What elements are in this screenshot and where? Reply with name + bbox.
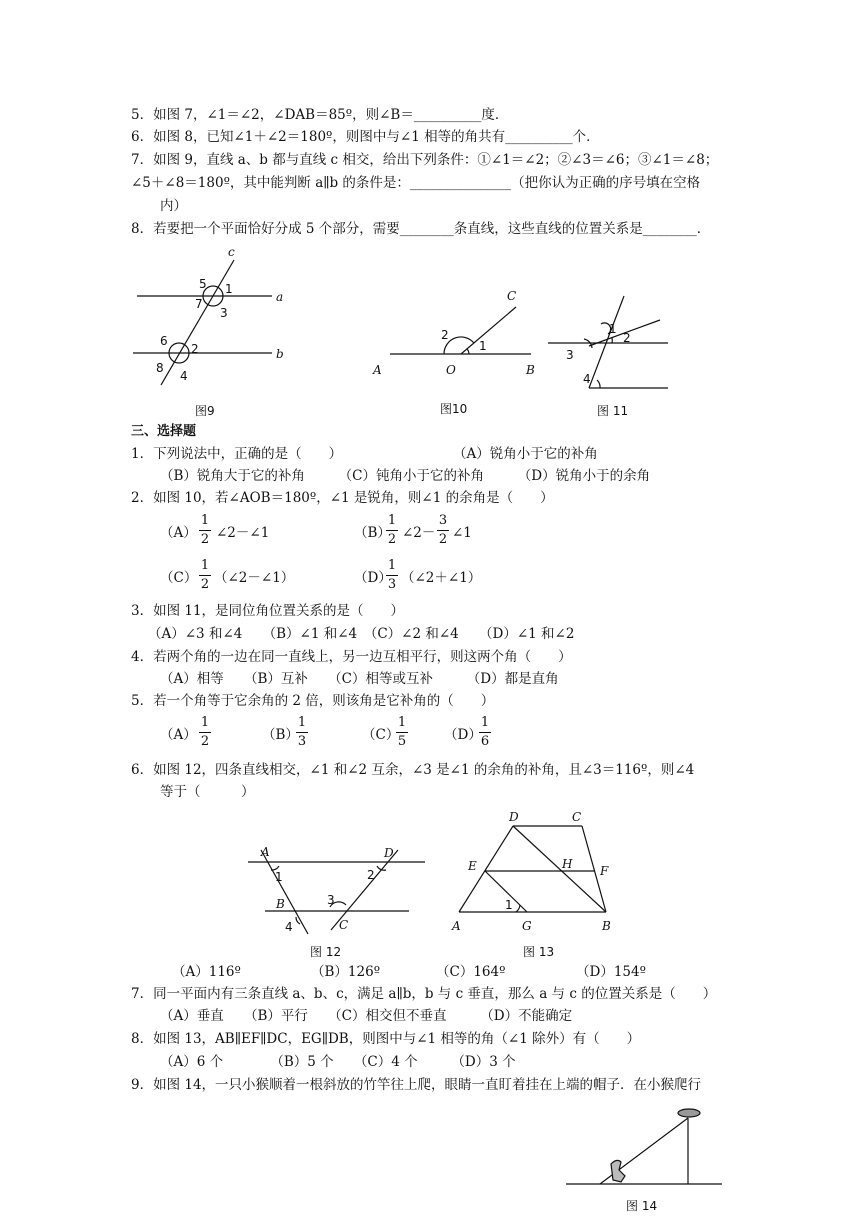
fig11-label-1: 1: [609, 322, 617, 336]
q2-c-tail: （∠2－∠1）: [214, 570, 295, 586]
fig12-label-1: 1: [275, 870, 283, 884]
q6-stem-line1: 6．如图 12，四条直线相交，∠1 和∠2 互余，∠3 是∠1 的余角的补角，且∠3＝116º，则∠4: [131, 762, 695, 778]
q2-b-mid: ∠2－: [402, 525, 436, 541]
fig9-caption: 图9: [195, 404, 215, 418]
figure-12: [248, 850, 425, 934]
fig9-label-c: c: [228, 245, 235, 259]
q9-stem: 9．如图 14，一只小猴顺着一根斜放的竹竿往上爬，眼睛一直盯着挂在上端的帽子．在小猴爬行: [131, 1077, 702, 1093]
q1-option-a: （A）锐角小于它的补角: [453, 446, 598, 462]
fig11-caption: 图 11: [597, 404, 629, 418]
fig9-label-8: 8: [156, 361, 164, 375]
fill-q8: 8．若要把一个平面恰好分成 5 个部分，需要________条直线，这些直线的位置关系是________．: [131, 221, 711, 237]
q5-d-label: （D）: [444, 727, 482, 743]
fig11-label-3: 3: [566, 348, 574, 362]
fig10-label-2: 2: [441, 328, 449, 342]
fill-q7-line1: 7．如图 9，直线 a、b 都与直线 c 相交，给出下列条件：①∠1＝∠2；②∠3＝∠6；③∠1＝∠8；: [131, 152, 719, 168]
q3-stem: 3．如图 11，是同位角位置关系的是（ ）: [131, 603, 405, 619]
fig11-label-2: 2: [623, 331, 631, 345]
fig9-label-3: 3: [220, 306, 228, 320]
fig9-label-a: a: [276, 290, 284, 304]
fig9-label-7: 7: [195, 297, 203, 311]
q2-c-label: （C）: [160, 570, 198, 586]
fig9-label-2: 2: [191, 342, 199, 356]
fig9-label-4: 4: [180, 369, 188, 383]
fig12-label-A: A: [261, 845, 270, 859]
q2-b-tail: ∠1: [452, 525, 472, 541]
fig12-label-3: 3: [327, 893, 335, 907]
q2-c-fraction: 1 2: [200, 558, 210, 592]
q5-a-fraction: 1 2: [200, 715, 210, 749]
q2-a-label: （A）: [160, 525, 197, 541]
q5-b-fraction: 1 3: [297, 715, 307, 749]
fill-q7-line2: ∠5＋∠8＝180º，其中能判断 a∥b 的条件是：_______________（把你认为正确的序号填在空格: [131, 175, 701, 191]
q5-c-label: （C）: [362, 727, 400, 743]
figure-11: [548, 296, 668, 388]
q6-option-b: （B）126º: [311, 964, 381, 980]
q5-stem: 5．若一个角等于它余角的 2 倍，则该角是它补角的（ ）: [131, 693, 495, 709]
q5-d-fraction: 1 6: [480, 715, 490, 749]
q2-d-label: （D）: [354, 570, 392, 586]
fig12-label-C: C: [339, 918, 349, 932]
fig13-label-D: D: [509, 810, 519, 824]
q8-options: （A）6 个 （B）5 个 （C）4 个 （D）3 个: [160, 1054, 516, 1070]
q2-d-tail: （∠2＋∠1）: [401, 570, 482, 586]
fig13-label-G: G: [522, 919, 532, 933]
fig10-label-C: C: [507, 289, 517, 303]
q2-stem: 2．如图 10，若∠AOB＝180º，∠1 是锐角，则∠1 的余角是（ ）: [131, 490, 554, 506]
fig9-label-6: 6: [160, 334, 168, 348]
fig13-label-F: F: [600, 864, 609, 878]
q2-b-fraction-2: 3 2: [438, 513, 448, 547]
q6-stem-line2: 等于（ ）: [160, 784, 255, 800]
fill-q7-line3: 内）: [160, 198, 187, 214]
q5-c-fraction: 1 5: [397, 715, 407, 749]
figure-10: [390, 307, 531, 354]
q5-a-label: （A）: [160, 727, 197, 743]
figure-13: [459, 826, 606, 912]
q5-b-label: （B）: [262, 727, 299, 743]
fig9-label-5: 5: [199, 277, 207, 291]
fig12-caption: 图 12: [310, 945, 342, 959]
fill-q6: 6．如图 8，已知∠1＋∠2＝180º，则图中与∠1 相等的角共有__________个．: [131, 129, 600, 145]
fig10-label-O: O: [446, 363, 456, 377]
fig13-label-A: A: [452, 919, 461, 933]
q4-stem: 4．若两个角的一边在同一直线上，另一边互相平行，则这两个角（ ）: [131, 649, 572, 665]
q2-d-fraction: 1 3: [387, 558, 397, 592]
q1-options-bcd: （B）锐角大于它的补角 （C）钝角小于它的补角 （D）锐角小于的余角: [160, 468, 651, 484]
q7-stem: 7．同一平面内有三条直线 a、b、c，满足 a∥b，b 与 c 垂直，那么 a 与 c 的位置关系是（ ）: [131, 986, 717, 1002]
fig10-caption: 图10: [440, 402, 468, 416]
fill-q5: 5．如图 7，∠1＝∠2，∠DAB＝85º，则∠B＝__________度．: [131, 107, 509, 123]
fig13-label-C: C: [572, 810, 582, 824]
fig10-label-1: 1: [479, 339, 487, 353]
fig9-label-1: 1: [225, 282, 233, 296]
fig13-label-1: 1: [505, 898, 513, 912]
fig12-label-B: B: [276, 897, 285, 911]
q2-b-fraction-1: 1 2: [387, 513, 397, 547]
fig13-caption: 图 13: [523, 945, 555, 959]
fig12-label-D: D: [384, 846, 394, 860]
fig14-caption: 图 14: [626, 1199, 658, 1213]
q2-a-tail: ∠2－∠1: [216, 525, 270, 541]
section-title: 三、选择题: [131, 424, 197, 439]
q2-b-label: （B）: [354, 525, 391, 541]
q6-option-c: （C）164º: [436, 964, 506, 980]
q4-options: （A）相等 （B）互补 （C）相等或互补 （D）都是直角: [160, 671, 559, 687]
q3-options: （A）∠3 和∠4 （B）∠1 和∠4 （C）∠2 和∠4 （D）∠1 和∠2: [148, 626, 575, 642]
figure-9: [133, 260, 272, 385]
fig13-label-B: B: [602, 919, 611, 933]
fig12-label-4: 4: [285, 920, 293, 934]
fig13-label-E: E: [468, 859, 477, 873]
q2-a-fraction: 1 2: [200, 513, 210, 547]
fig10-label-A: A: [373, 363, 382, 377]
fig12-label-2: 2: [367, 868, 375, 882]
figure-14: [566, 1109, 722, 1184]
fig10-label-B: B: [526, 363, 535, 377]
fig13-label-H: H: [562, 857, 573, 871]
q8-stem: 8．如图 13，AB∥EF∥DC，EG∥DB，则图中与∠1 相等的角（∠1 除外）有（ ）: [131, 1031, 641, 1047]
fig11-label-4: 4: [583, 372, 591, 386]
fig9-label-b: b: [276, 347, 284, 361]
q1-stem: 1．下列说法中，正确的是（ ）: [131, 446, 343, 462]
q6-option-a: （A）116º: [172, 964, 241, 980]
q6-option-d: （D）154º: [576, 964, 646, 980]
q7-options: （A）垂直 （B）平行 （C）相交但不垂直 （D）不能确定: [160, 1008, 573, 1024]
